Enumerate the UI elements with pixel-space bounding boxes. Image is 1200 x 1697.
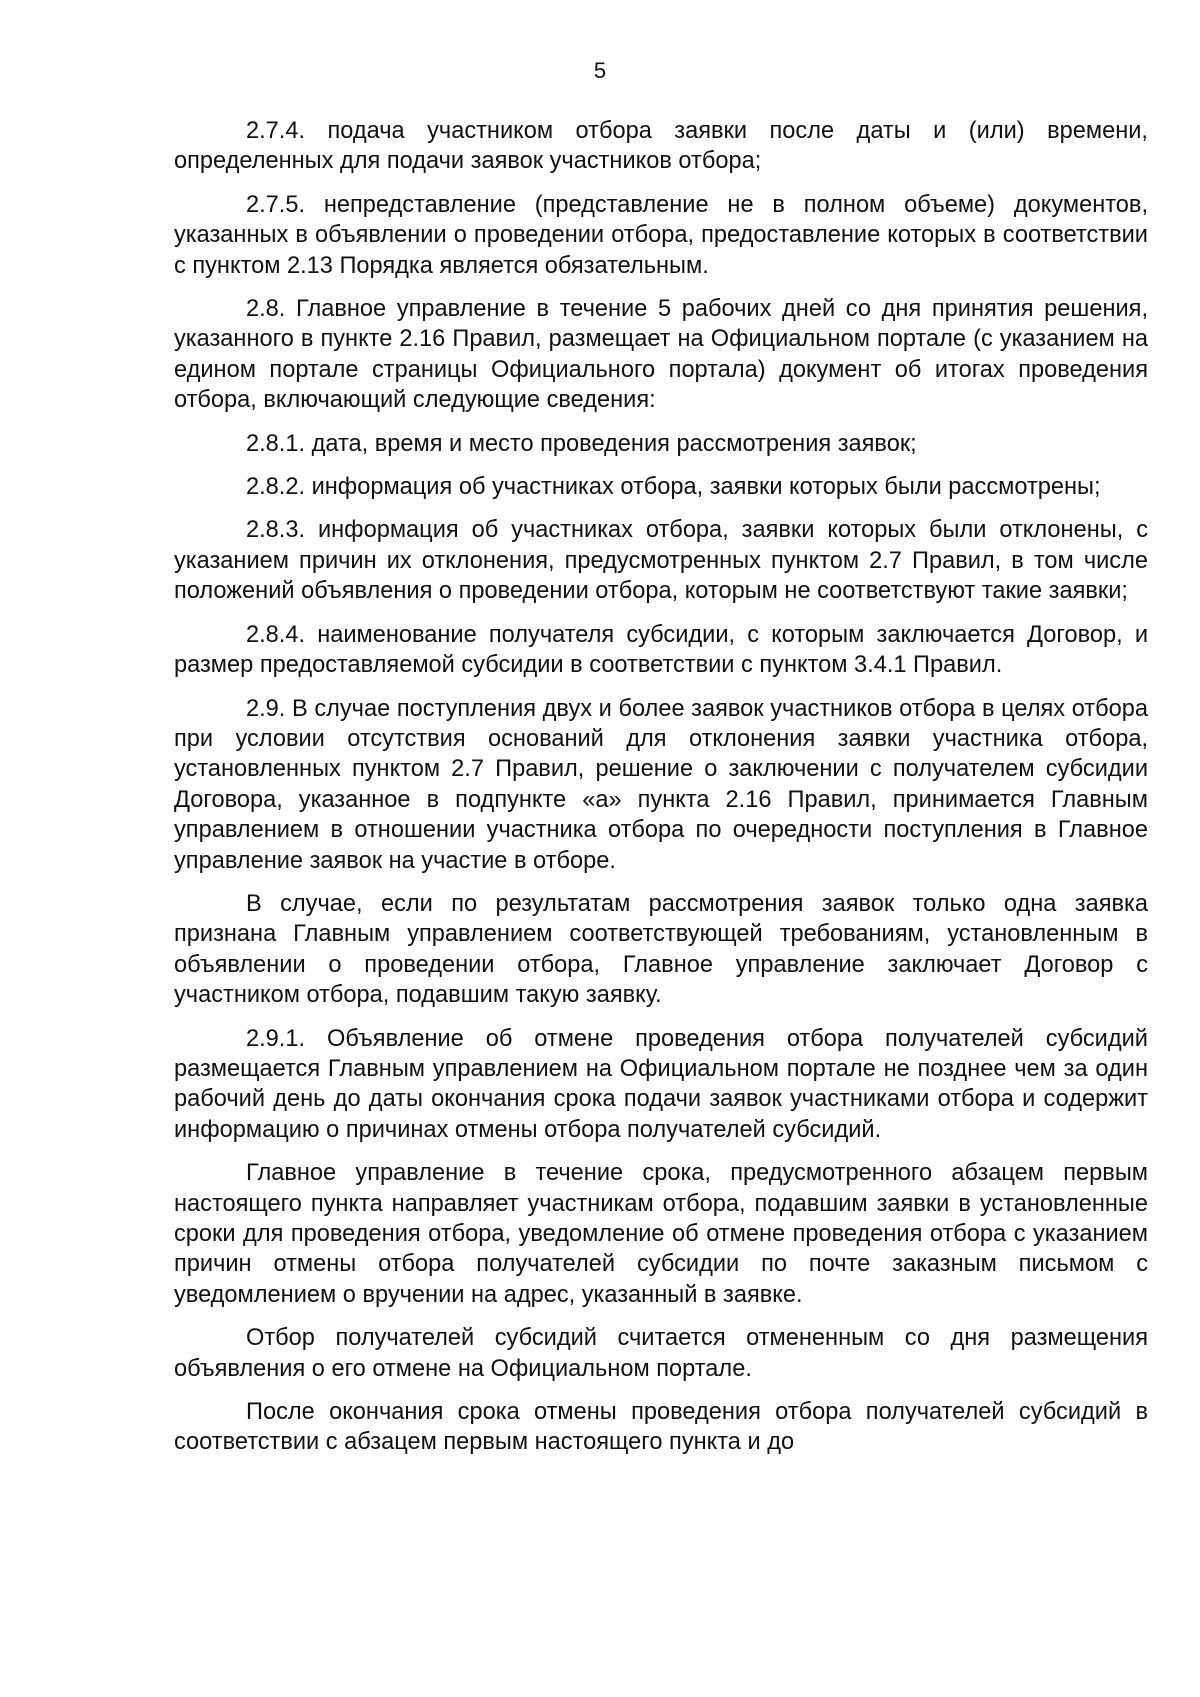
paragraph-2-8-4: 2.8.4. наименование получателя субсидии, с которым заключается Договор, и размер предоставляемой субсидии в соответствии с пунктом 3.4.1 Правил.	[174, 621, 1148, 679]
page-number: 5	[593, 58, 607, 83]
paragraph-2-9-1-after-cancellation: После окончания срока отмены проведения отбора получателей субсидий в соответствии с абзацем первым настоящего пункта и до	[174, 1399, 1148, 1456]
paragraph-2-8-1: 2.8.1. дата, время и место проведения рассмотрения заявок;	[246, 430, 917, 457]
paragraph-2-8: 2.8. Главное управление в течение 5 рабочих дней со дня принятия решения, указанного в пункте 2.16 Правил, размещает на Официальном портале (с указанием на едином портале страницы Официального портала) документ об итогах проведения отбора, включающий следующие сведения:	[174, 296, 1148, 414]
paragraph-2-7-5: 2.7.5. непредставление (представление не в полном объеме) документов, указанных в объявлении о проведении отбора, предоставление которых в соответствии с пунктом 2.13 Порядка является обязательным.	[174, 191, 1148, 279]
paragraph-2-8-2: 2.8.2. информация об участниках отбора, заявки которых были рассмотрены;	[246, 474, 1101, 501]
document-body	[174, 116, 1148, 1471]
paragraph-2-7-4: 2.7.4. подача участником отбора заявки после даты и (или) времени, определенных для подачи заявок участников отбора;	[174, 118, 1148, 175]
paragraph-2-9-1-notification: Главное управление в течение срока, предусмотренного абзацем первым настоящего пункта направляет участникам отбора, подавшим заявки в установленные сроки для проведения отбора, уведомление об отмене проведения отбора с указанием причин отмены отбора получателей субсидии по почте заказным письмом с уведомлением о вручении на адрес, указанный в заявке.	[174, 1160, 1148, 1308]
paragraph-2-9-1: 2.9.1. Объявление об отмене проведения отбора получателей субсидий размещается Главным управлением на Официальном портале не позднее чем за один рабочий день до даты окончания срока подачи заявок участниками отбора и содержит информацию о причинах отмены отбора получателей субсидий.	[174, 1025, 1148, 1143]
paragraph-2-9-single-application: В случае, если по результатам рассмотрения заявок только одна заявка признана Главным управлением соответствующей требованиям, установленным в объявлении о проведении отбора, Главное управление заключает Договор с участником отбора, подавшим такую заявку.	[174, 890, 1148, 1009]
paragraph-2-8-3: 2.8.3. информация об участниках отбора, заявки которых были отклонены, с указанием причин их отклонения, предусмотренных пунктом 2.7 Правил, в том числе положений объявления о проведении отбора, которым не соответствуют такие заявки;	[174, 517, 1148, 605]
paragraph-2-9-1-cancelled: Отбор получателей субсидий считается отмененным со дня размещения объявления о его отмене на Официальном портале.	[174, 1325, 1148, 1382]
paragraph-2-9: 2.9. В случае поступления двух и более заявок участников отбора в целях отбора при условии отсутствия оснований для отклонения заявки участника отбора, установленных пунктом 2.7 Правил, решение о заключении с получателем субсидии Договора, указанное в подпункте «а» пункта 2.16 Правил, принимается Главным управлением в отношении участника отбора по очередности поступления в Главное управление заявок на участие в отборе.	[174, 695, 1148, 874]
